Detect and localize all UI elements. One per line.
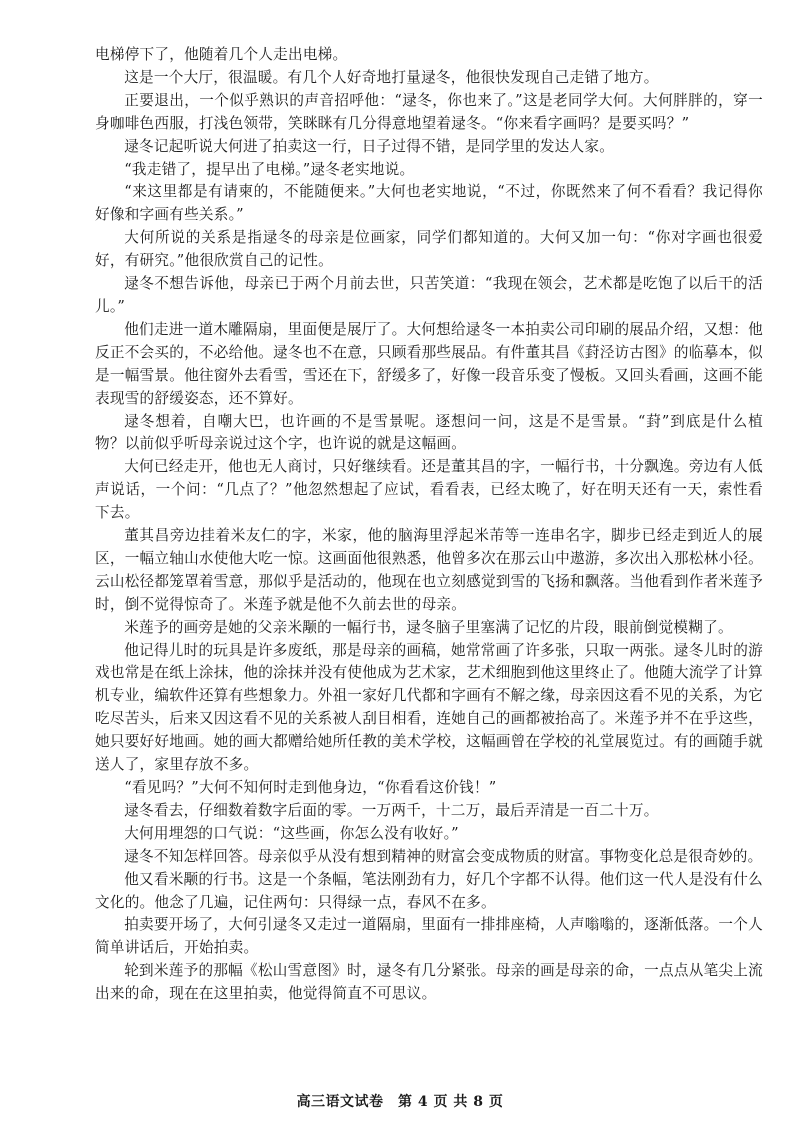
page-footer: 高三语文试卷 第 4 页 共 8 页 xyxy=(296,1094,504,1110)
paragraph-19: 他又看米颙的行书。这是一个条幅，笔法刚劲有力，好几个字都不认得。他们这一代人是没有什么文化的。他念了几遍，记住两句：只得绿一点，春风不在多。 xyxy=(95,870,763,911)
paragraph-2: 这是一个大厅，很温暖。有几个人好奇地打量逯冬，他很快发现自己走错了地方。 xyxy=(124,68,659,86)
paragraph-5: “我走错了，提早出了电梯。”逯冬老实地说。 xyxy=(124,160,415,178)
paragraph-4: 逯冬记起听说大何进了拍卖这一行，日子过得不错，是同学里的发达人家。 xyxy=(124,137,615,155)
paragraph-20: 拍卖要开场了，大何引逯冬又走过一道隔扇，里面有一排排座椅，人声嗡嗡的，逐渐低落。一个人简单讲话后，开始拍卖。 xyxy=(95,916,763,957)
paragraph-10: 逯冬想着，自嘲大巴，也许画的不是雪景呢。逐想问一问，这是不是雪景。“葑”到底是什么植物？以前似乎听母亲说过这个字，也许说的就是这幅画。 xyxy=(95,412,763,453)
paragraph-3: 正要退出，一个似乎熟识的声音招呼他：“逯冬，你也来了。”这是老同学大何。大何胖胖的，穿一身咖啡色西服，打浅色领带，笑眯眯有几分得意地望着逯冬。“你来看字画吗？是要买吗？” xyxy=(95,91,763,132)
paragraph-17: 大何用埋怨的口气说：“这些画，你怎么没有收好。” xyxy=(124,824,459,842)
paragraph-8: 逯冬不想告诉他，母亲已于两个月前去世，只苦笑道：“我现在领会，艺术都是吃饱了以后干的活儿。” xyxy=(95,275,763,315)
paragraph-9: 他们走进一道木雕隔扇，里面便是展厅了。大何想给逯冬一本拍卖公司印刷的展品介绍，又想：他反正不会买的，不必给他。逯冬也不在意，只顾看那些展品。有件董其昌《葑泾访古图》的临摹本，似是一幅雪景。他往窗外去看雪，雪还在下，舒缓多了，好像一段音乐变了慢板。又回头看画，这画不能表现雪的舒缓姿态，还不算好。 xyxy=(95,320,763,407)
paragraph-14: 他记得儿时的玩具是许多废纸，那是母亲的画稿，她常常画了许多张，只取一两张。逯冬儿时的游戏也常是在纸上涂抹，他的涂抹并没有使他成为艺术家，艺术细胞到他这里终止了。他随大流学了计算机专业，编软件还算有些想象力。外祖一家好几代都和字画有不解之缘，母亲因这看不见的关系，为它吃尽苦头，后来又因这看不见的关系被人刮目相看，连她自己的画都被抬高了。米莲予并不在乎这些，她只要好好地画。她的画大都赠给她所任教的美术学校，这幅画曾在学校的礼堂展览过。有的画随手就送人了，家里存放不多。 xyxy=(95,641,763,774)
paragraph-12: 董其昌旁边挂着米友仁的字，米家，他的脑海里浮起米芾等一连串名字，脚步已经走到近人的展区，一幅立轴山水使他大吃一惊。这画面他很熟悉，他曾多次在那云山中遨游，多次出入那松林小径。云山松径都笼罩着雪意，那似乎是活动的，他现在也立刻感觉到雪的飞扬和飘落。当他看到作者米莲予时，倒不觉得惊奇了。米莲予就是他不久前去世的母亲。 xyxy=(95,527,763,613)
paragraph-1: 电梯停下了，他随着几个人走出电梯。 xyxy=(95,46,348,63)
paragraph-18: 逯冬不知怎样回答。母亲似乎从没有想到精神的财富会变成物质的财富。事物变化总是很奇妙的。 xyxy=(124,847,763,865)
paragraph-6: “来这里都是有请柬的，不能随便来。”大何也老实地说，“不过，你既然来了何不看看？我记得你好像和字画有些关系。” xyxy=(95,183,763,224)
paragraph-16: 逯冬看去，仔细数着数字后面的零。一万两千，十二万，最后弄清是一百二十万。 xyxy=(124,801,659,819)
paragraph-15: “看见吗？”大何不知何时走到他身边，“你看看这价钱！” xyxy=(124,779,497,796)
exam-page-body xyxy=(95,44,763,1006)
paragraph-11: 大何已经走开，他也无人商讨，只好继续看。还是董其昌的字，一幅行书，十分飘逸。旁边有人低声说话，一个问：“几点了？”他忽然想起了应试，看看表，已经太晚了，好在明天还有一天，索性看下去。 xyxy=(95,458,763,522)
paragraph-13: 米莲予的画旁是她的父亲米颙的一幅行书，逯冬脑子里塞满了记忆的片段，眼前倒觉模糊了。 xyxy=(124,618,733,636)
paragraph-7: 大何所说的关系是指逯冬的母亲是位画家，同学们都知道的。大何又加一句：“你对字画也很爱好，有研究。”他很欣赏自己的记性。 xyxy=(95,229,763,270)
paragraph-21: 轮到米莲予的那幅《松山雪意图》时，逯冬有几分紧张。母亲的画是母亲的命，一点点从笔尖上流出来的命，现在在这里拍卖，他觉得简直不可思议。 xyxy=(95,962,763,1003)
